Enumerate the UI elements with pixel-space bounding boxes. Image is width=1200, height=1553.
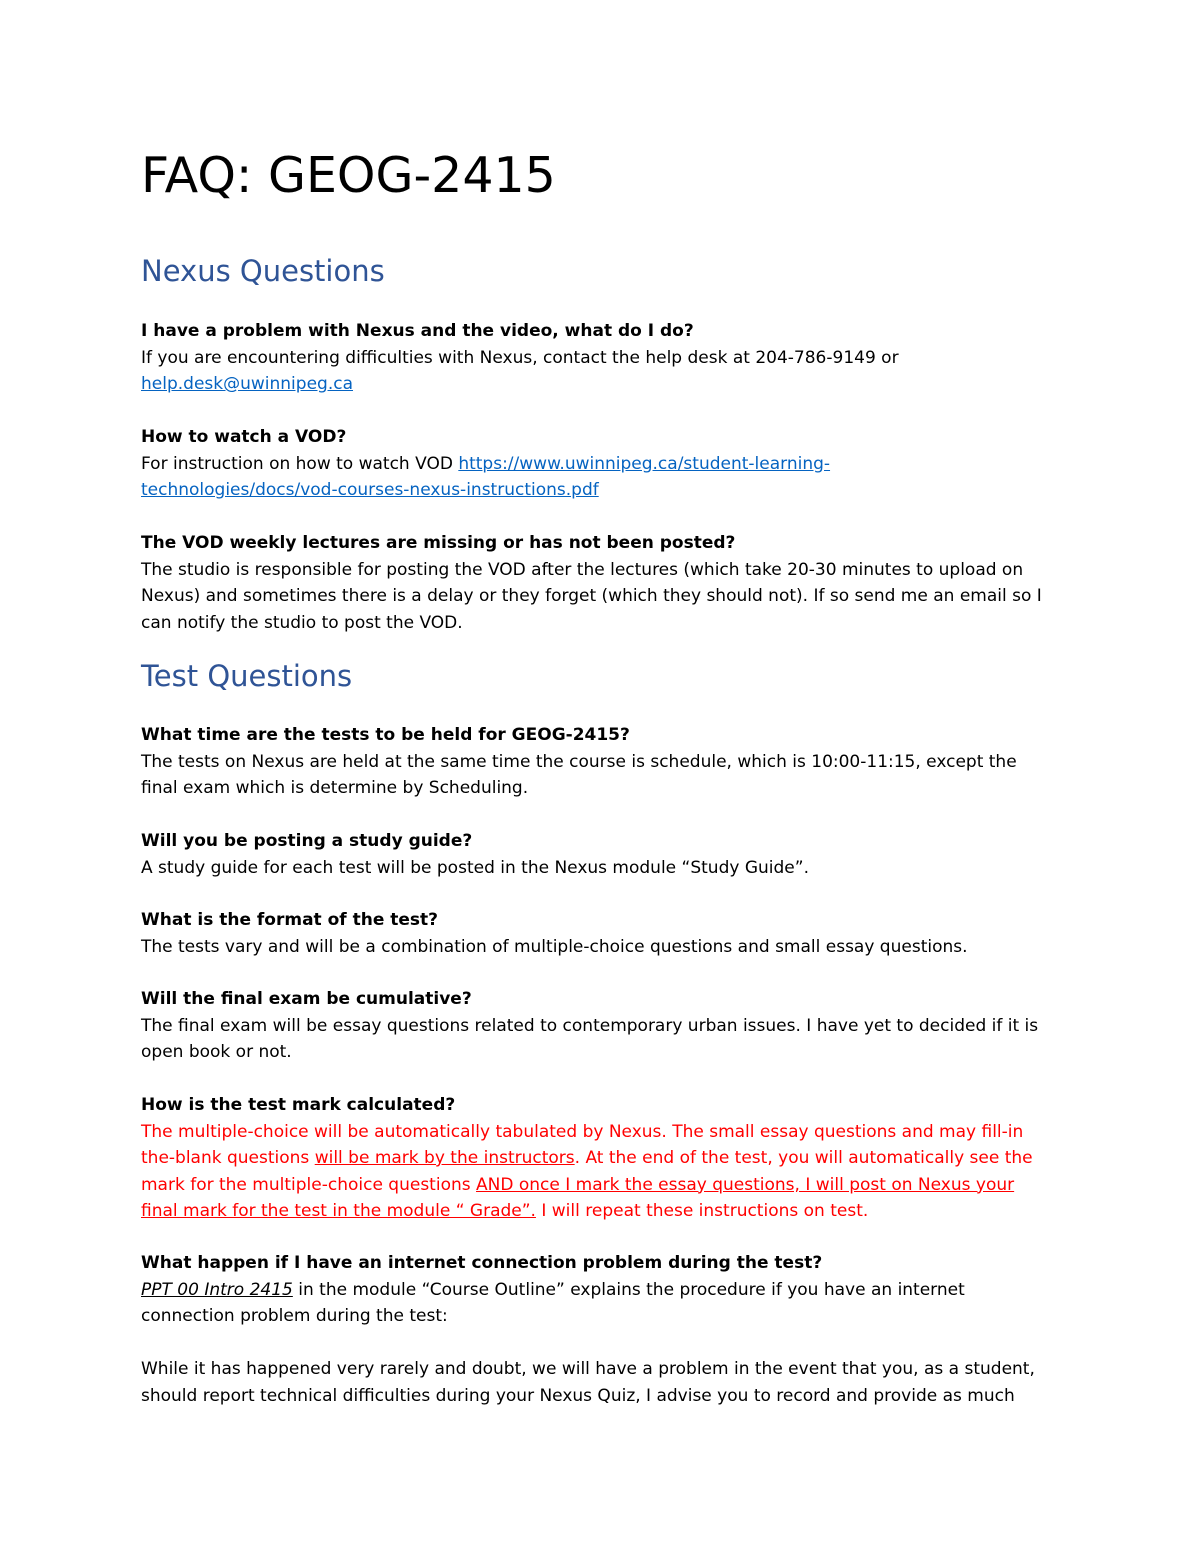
faq-answer-text: the-blank questions	[141, 1148, 315, 1168]
faq-question: Will the final exam be cumulative?	[141, 989, 472, 1009]
faq-question: What is the format of the test?	[141, 910, 439, 930]
faq-answer-line: connection problem during the test:	[141, 1306, 448, 1326]
faq-question: What happen if I have an internet connection problem during the test?	[141, 1253, 823, 1273]
faq-item-nexus-video	[141, 318, 1061, 398]
faq-answer-text: mark for the multiple-choice questions	[141, 1174, 477, 1195]
faq-question: What time are the tests to be held for GEOG-2415?	[141, 725, 630, 745]
paragraph-line: should report technical difficulties during your Nexus Quiz, I advise you to record and provide as much	[141, 1385, 1015, 1406]
faq-answer-line: The tests on Nexus are held at the same time the course is schedule, which is 10:00-11:15, except the	[141, 751, 1017, 772]
help-desk-email-link[interactable]: help.desk@uwinnipeg.ca	[141, 374, 353, 394]
faq-answer-red	[141, 1119, 1061, 1225]
faq-question: How is the test mark calculated?	[141, 1095, 456, 1115]
faq-answer-line: Nexus) and sometimes there is a delay or they forget (which they should not). If so send me an email so I	[141, 586, 1042, 606]
faq-answer-line: can notify the studio to post the VOD.	[141, 612, 463, 633]
section-heading-nexus: Nexus Questions	[141, 254, 385, 288]
faq-answer-prefix: For instruction on how to watch VOD	[141, 453, 459, 474]
faq-answer-line: open book or not.	[141, 1042, 292, 1062]
faq-item-test-time	[141, 722, 1061, 802]
vod-instructions-link-continued[interactable]: technologies/docs/vod-courses-nexus-instructions.pdf	[141, 480, 599, 500]
faq-item-vod-missing	[141, 530, 1061, 636]
faq-item-watch-vod	[141, 424, 1061, 504]
faq-question: Will you be posting a study guide?	[141, 831, 473, 851]
faq-answer-line: The studio is responsible for posting the VOD after the lectures (which take 20-30 minutes to upload on	[141, 559, 1024, 580]
faq-item-study-guide	[141, 828, 1061, 881]
faq-answer-line: The final exam will be essay questions related to contemporary urban issues. I have yet to decided if it is	[141, 1015, 1039, 1036]
document-title: FAQ: GEOG-2415	[141, 147, 556, 204]
faq-answer-text: I will repeat these instructions on test.	[535, 1201, 869, 1221]
faq-answer-text: in the module “Course Outline” explains the procedure if you have an internet	[292, 1279, 965, 1300]
faq-item-test-format	[141, 907, 1061, 960]
faq-item-test-mark	[141, 1092, 1061, 1225]
faq-question: The VOD weekly lectures are missing or has not been posted?	[141, 533, 736, 553]
ppt-reference: PPT 00 Intro 2415	[141, 1279, 293, 1300]
faq-answer-line: final exam which is determine by Scheduling.	[141, 778, 529, 798]
underlined-text: final mark for the test in the module “ Grade”.	[141, 1201, 536, 1221]
vod-instructions-link[interactable]: https://www.uwinnipeg.ca/student-learning-	[458, 453, 831, 474]
underlined-text: AND once I mark the essay questions, I will post on Nexus your	[476, 1174, 1015, 1195]
faq-answer-line: A study guide for each test will be posted in the Nexus module “Study Guide”.	[141, 857, 809, 878]
faq-item-final-exam	[141, 986, 1061, 1066]
faq-answer-line: The tests vary and will be a combination of multiple-choice questions and small essay questions.	[141, 936, 968, 957]
section-heading-test: Test Questions	[141, 659, 353, 693]
faq-answer-line: The multiple-choice will be automatically tabulated by Nexus. The small essay questions and may fill-in	[141, 1121, 1024, 1142]
connection-procedure-paragraph	[141, 1356, 1061, 1409]
faq-item-connection-problem	[141, 1250, 1061, 1330]
paragraph-line: While it has happened very rarely and doubt, we will have a problem in the event that you, as a student,	[141, 1359, 1035, 1379]
faq-answer-text: . At the end of the test, you will automatically see the	[574, 1148, 1033, 1168]
faq-question: How to watch a VOD?	[141, 427, 347, 447]
faq-answer: If you are encountering difficulties with Nexus, contact the help desk at 204-786-9149 or	[141, 347, 899, 368]
underlined-text: will be mark by the instructors	[314, 1148, 575, 1168]
faq-question: I have a problem with Nexus and the video, what do I do?	[141, 321, 694, 341]
